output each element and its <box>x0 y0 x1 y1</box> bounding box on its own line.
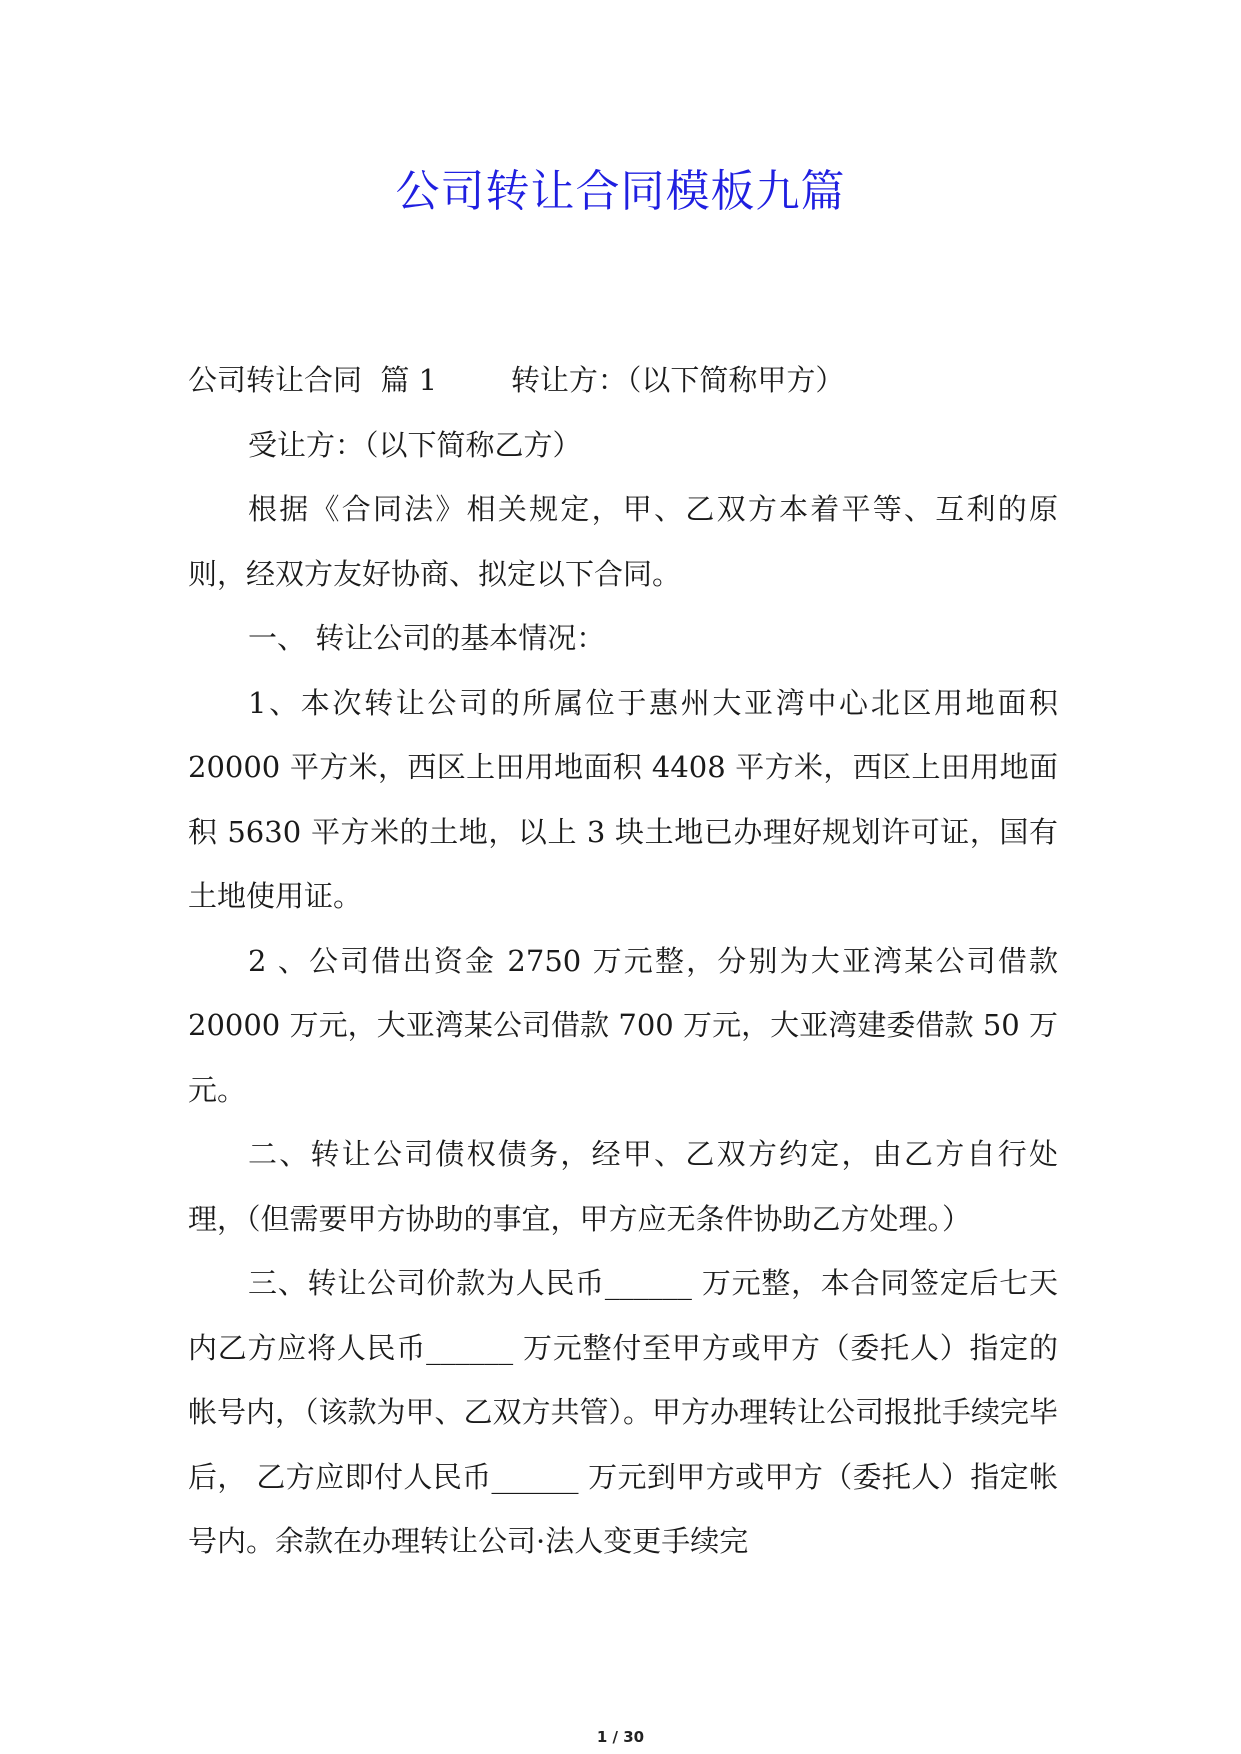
contract-heading-line: 公司转让合同 篇 1 转让方：（以下简称甲方） <box>188 363 845 397</box>
paragraph-party-b: 受让方：（以下简称乙方） <box>248 427 582 462</box>
clause-1-1: 1、本次转让公司的所属位于惠州大亚湾中心北区用地面积20000 平方米，西区上田用地面积 4408 平方米，西区上田用地面积 5630 平方米的土地，以上 3 块土地已办理好规划许可证，国有土地使用证。 <box>188 685 1058 913</box>
section-3: 三、转让公司价款为人民币______ 万元整，本合同签定后七天内乙方应将人民币______ 万元整付至甲方或甲方（委托人）指定的帐号内，（该款为甲、乙双方共管）。甲方办理转让公司报批手续完毕后， 乙方应即付人民币______ 万元到甲方或甲方（委托人）指定帐号内。余款在办理转让公司·法人变更手续完 <box>188 1266 1059 1558</box>
document-title: 公司转让合同模板九篇 <box>395 166 846 217</box>
clause-1-2: 2 、公司借出资金 2750 万元整，分别为大亚湾某公司借款 20000 万元，大亚湾某公司借款 700 万元，大亚湾建委借款 50 万元。 <box>188 943 1058 1107</box>
page-number: 1 / 30 <box>596 1728 645 1746</box>
document-body <box>188 348 1058 1574</box>
section-1-heading: 一、 转让公司的基本情况： <box>248 621 606 655</box>
section-2: 二、转让公司债权债务，经甲、乙双方约定，由乙方自行处理，（但需要甲方协助的事宜，甲方应无条件协助乙方处理。） <box>188 1137 1058 1236</box>
paragraph-basis: 根据《合同法》相关规定，甲、乙双方本着平等、互利的原则，经双方友好协商、拟定以下合同。 <box>188 492 1058 591</box>
